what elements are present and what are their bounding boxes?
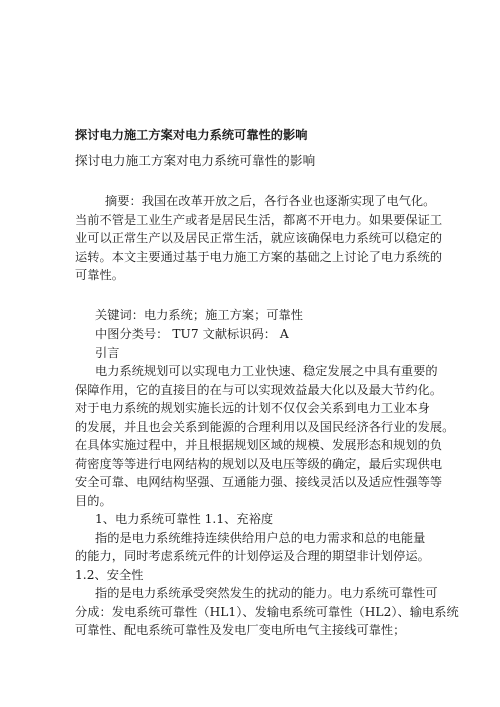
intro-line: 安全可靠、电网结构坚强、互通能力强、接线灵活以及适应性强等等 (75, 475, 443, 489)
keywords-line: 关键词：电力系统；施工方案；可靠性 (95, 308, 304, 322)
section-line: 分成：发电系统可靠性（HL1）、发输电系统可靠性（HL2）、输电系统 (75, 605, 459, 619)
intro-line: 目的。 (75, 494, 112, 508)
intro-line: 荷密度等等进行电网结构的规划以及电压等级的确定，最后实现供电 (75, 457, 443, 471)
section-heading: 1、电力系统可靠性 1.1、充裕度 (95, 512, 274, 526)
intro-line: 电力系统规划可以实现电力工业快速、稳定发展之中具有重要的 (95, 364, 438, 378)
document-title: 探讨电力施工方案对电力系统可靠性的影响 (75, 128, 308, 142)
abstract-line: 可靠性。 (75, 268, 124, 282)
section-line: 的能力，同时考虑系统元件的计划停运及合理的期望非计划停运。 (75, 549, 430, 563)
intro-line: 在具体实施过程中，并且根据规划区域的规模、发展形态和规划的负 (75, 438, 443, 452)
intro-line: 的发展，并且也会关系到能源的合理利用以及国民经济各行业的发展。 (75, 420, 455, 434)
abstract-line: 业可以正常生产以及居民正常生活，就应该确保电力系统可以稳定的 (75, 231, 443, 245)
intro-line: 对于电力系统的规划实施长远的计划不仅仅会关系到电力工业本身 (75, 401, 430, 415)
abstract-line: 运转。本文主要通过基于电力施工方案的基础之上讨论了电力系统的 (75, 250, 443, 264)
abstract-line: 当前不管是工业生产或者是居民生活，都离不开电力。如果要保证工 (75, 213, 443, 227)
intro-heading: 引言 (95, 346, 120, 360)
intro-line: 保障作用，它的直接目的在与可以实现效益最大化以及最大节约化。 (75, 383, 443, 397)
abstract-line: 摘要：我国在改革开放之后，各行各业也逐渐实现了电气化。 (105, 194, 436, 208)
section-line: 指的是电力系统维持连续供给用户总的电力需求和总的电能量 (95, 531, 426, 545)
section-line: 可靠性、配电系统可靠性及发电厂变电所电气主接线可靠性； (75, 623, 406, 637)
section-heading: 1.2、安全性 (75, 568, 144, 582)
classification-line: 中图分类号： TU7 文献标识码： A (95, 327, 289, 341)
document-subtitle: 探讨电力施工方案对电力系统可靠性的影响 (75, 153, 316, 168)
section-line: 指的是电力系统承受突然发生的扰动的能力。电力系统可靠性可 (95, 586, 438, 600)
